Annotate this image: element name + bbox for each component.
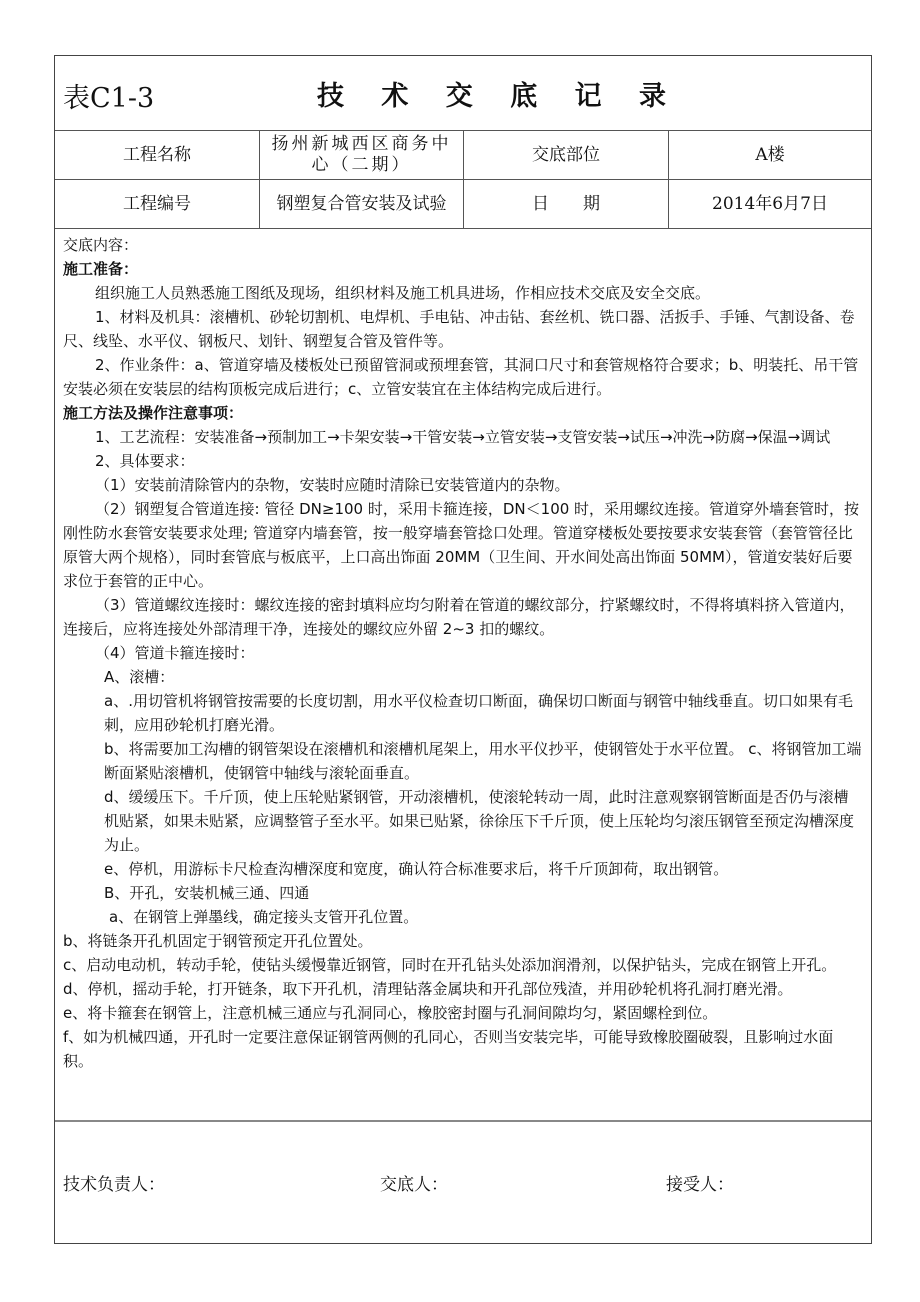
signature-row [55,1122,871,1243]
method-line: （1）安装前清除管内的杂物，安装时应随时清除已安装管道内的杂物。 [95,476,570,494]
groove-line: b、将需要加工沟槽的钢管架设在滚槽机和滚槽机尾架上，用水平仪抄平，使钢管处于水平位置。 c、将钢管加工端断面紧贴滚槽机，使钢管中轴线与滚轮面垂直。 [104,740,862,782]
date-label: 日 期 [464,180,669,228]
document-title: 技 术 交 底 记 录 [317,81,680,112]
project-no-label: 工程编号 [55,180,260,228]
hole-line-first: a、在钢管上弹墨线，确定接头支管开孔位置。 [109,908,419,926]
info-row-project-name [55,131,871,180]
method-line: 2、具体要求： [95,452,195,470]
disclosure-content [55,229,871,1122]
hole-line: d、停机，摇动手轮，打开链条，取下开孔机，清理钻落金属块和开孔部位残渣，并用砂轮机将孔洞打磨光滑。 [63,980,793,998]
receiver-signature-label: 接受人： [666,1175,734,1195]
tech-lead-signature-label: 技术负责人： [63,1175,165,1195]
prep-line: 组织施工人员熟悉施工图纸及现场，组织材料及施工机具进场，作相应技术交底及安全交底。 [95,284,711,302]
form-code: 表C1-3 [63,83,155,114]
prep-line: 1、材料及机具：滚槽机、砂轮切割机、电焊机、手电钻、冲击钻、套丝机、铣口器、活扳手、手锤、气割设备、卷尺、线坠、水平仪、钢板尺、划针、钢塑复合管及管件等。 [63,308,855,350]
groove-line: A、滚槽： [104,668,175,686]
groove-line: e、停机，用游标卡尺检查沟槽深度和宽度，确认符合标准要求后，将千斤顶卸荷，取出钢管。 [104,860,729,878]
project-name-label: 工程名称 [55,131,260,179]
info-row-project-no [55,180,871,229]
hole-line: c、启动电动机，转动手轮，使钻头缓慢靠近钢管，同时在开孔钻头处添加润滑剂，以保护钻头，完成在钢管上开孔。 [63,956,837,974]
hole-line: e、将卡箍套在钢管上，注意机械三通应与孔洞同心，橡胶密封圈与孔洞间隙均匀，紧固螺栓到位。 [63,1004,718,1022]
location-label: 交底部位 [464,131,669,179]
method-line: （2）钢塑复合管道连接: 管径 DN≥100 时，采用卡箍连接，DN＜100 时，采用螺纹连接。管道穿外墙套管时，按刚性防水套管安装要求处理; 管道穿内墙套管，按一般穿墙套管捻口处理。管道穿楼板处要按要求安装套管（套管管径比原管大两个规格），同时套管底与板底平，上口高出饰面 20MM（卫生间、开水间处高出饰面 50MM），管道安装好后要求位于套管的正中心。 [63,500,860,590]
location-value: A楼 [755,144,785,165]
hole-line: f、如为机械四通，开孔时一定要注意保证钢管两侧的孔同心，否则当安装完毕，可能导致橡胶圈破裂，且影响过水面积。 [63,1028,834,1070]
date-value: 2014年6月7日 [712,193,828,214]
method-line: （3）管道螺纹连接时：螺纹连接的密封填料应均匀附着在管道的螺纹部分，拧紧螺纹时，不得将填料挤入管道内，连接后，应将连接处外部清理干净，连接处的螺纹应外留 2~3 扣的螺纹。 [63,596,855,638]
method-heading: 施工方法及操作注意事项： [63,404,244,422]
groove-line: B、开孔，安装机械三通、四通 [104,884,310,902]
groove-line: a、.用切管机将钢管按需要的长度切割，用水平仪检查切口断面，确保切口断面与钢管中轴线垂直。切口如果有毛刺，应用砂轮机打磨光滑。 [104,692,853,734]
project-no-value: 钢塑复合管安装及试验 [260,180,464,228]
content-intro-label: 交底内容： [63,236,139,254]
title-row [55,56,871,131]
method-line: （4）管道卡箍连接时： [95,644,255,662]
method-line: 1、工艺流程：安装准备→预制加工→卡架安装→干管安装→立管安装→支管安装→试压→冲洗→防腐→保温→调试 [95,428,831,446]
prep-line: 2、作业条件：a、管道穿墙及楼板处已预留管洞或预埋套管，其洞口尺寸和套管规格符合要求；b、明装托、吊干管安装必须在安装层的结构顶板完成后进行；c、立管安装宜在主体结构完成后进行。 [63,356,859,398]
project-name-value: 扬州新城西区商务中心（二期） [260,131,464,179]
hole-line: b、将链条开孔机固定于钢管预定开孔位置处。 [63,932,373,950]
discloser-signature-label: 交底人： [380,1175,448,1195]
groove-line: d、缓缓压下。千斤顶，使上压轮贴紧钢管，开动滚槽机，使滚轮转动一周，此时注意观察钢管断面是否仍与滚槽机贴紧，如果未贴紧，应调整管子至水平。如果已贴紧，徐徐压下千斤顶，使上压轮均匀滚压钢管至预定沟槽深度为止。 [104,788,855,854]
technical-disclosure-form [54,55,872,1244]
prep-heading: 施工准备： [63,260,139,278]
